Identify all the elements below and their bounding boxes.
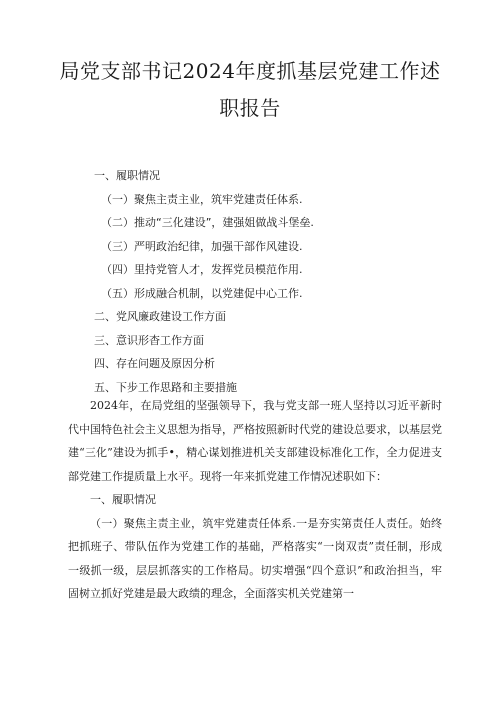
toc-item: （三）严明政治纪律，加强干部作风建设. (101, 239, 303, 253)
toc-item: 一、履职情况 (94, 169, 160, 182)
toc-item: 二、党风廉政建设工作方面 (94, 310, 226, 323)
toc-item: （四）里持党管人才，发挥党员模范作用. (101, 263, 303, 276)
toc-item: （二）推动“三化建设”，建强姐做战斗堡垒. (101, 216, 314, 229)
document-body (68, 394, 442, 606)
toc-item: 四、存在问题及原因分析 (94, 357, 215, 370)
document-title-line-1: 局党支部书记2024年度抓基层党建工作述 (59, 59, 441, 83)
toc-item: （五）形成融合机制，以党建促中心工作. (101, 286, 303, 300)
toc-item: 五、下步工作思路和主要措施 (94, 380, 237, 394)
intro-paragraph: 2024年，在局党组的坚强领导下，我与党支部一班人坚持以习近平新时代中国特色社会主义思想为指导，严格按照新时代党的建设总要求，以基层党建“三化”建设为抓手•，精心谋划推进机关支部建设标准化工作，全力促进支部党建工作提质量上水平。现将一年来抓党建工作情况述职如下： (68, 399, 442, 483)
table-of-contents (94, 168, 474, 403)
section-heading: 一、履职情况 (90, 493, 156, 506)
body-paragraph: （一）聚焦主责主业，筑牢党建责任体系.一是夯实第责任人责任。始终把抓班子、带队伍作为党建工作的基础，严格落实“一岗双责”责任制，形成一级抓一级，层层抓落实的工作格局。切实增强“四个意识”和政治担当，牢固树立抓好党建是最大政绩的理念，全面落实机关党建第一 (68, 516, 442, 600)
document-title-line-2: 职报告 (219, 96, 281, 120)
toc-item: （一）聚焦主责主业，筑牢党建责任体系. (101, 192, 303, 206)
toc-item: 三、意识形杳工作方面 (94, 333, 204, 347)
